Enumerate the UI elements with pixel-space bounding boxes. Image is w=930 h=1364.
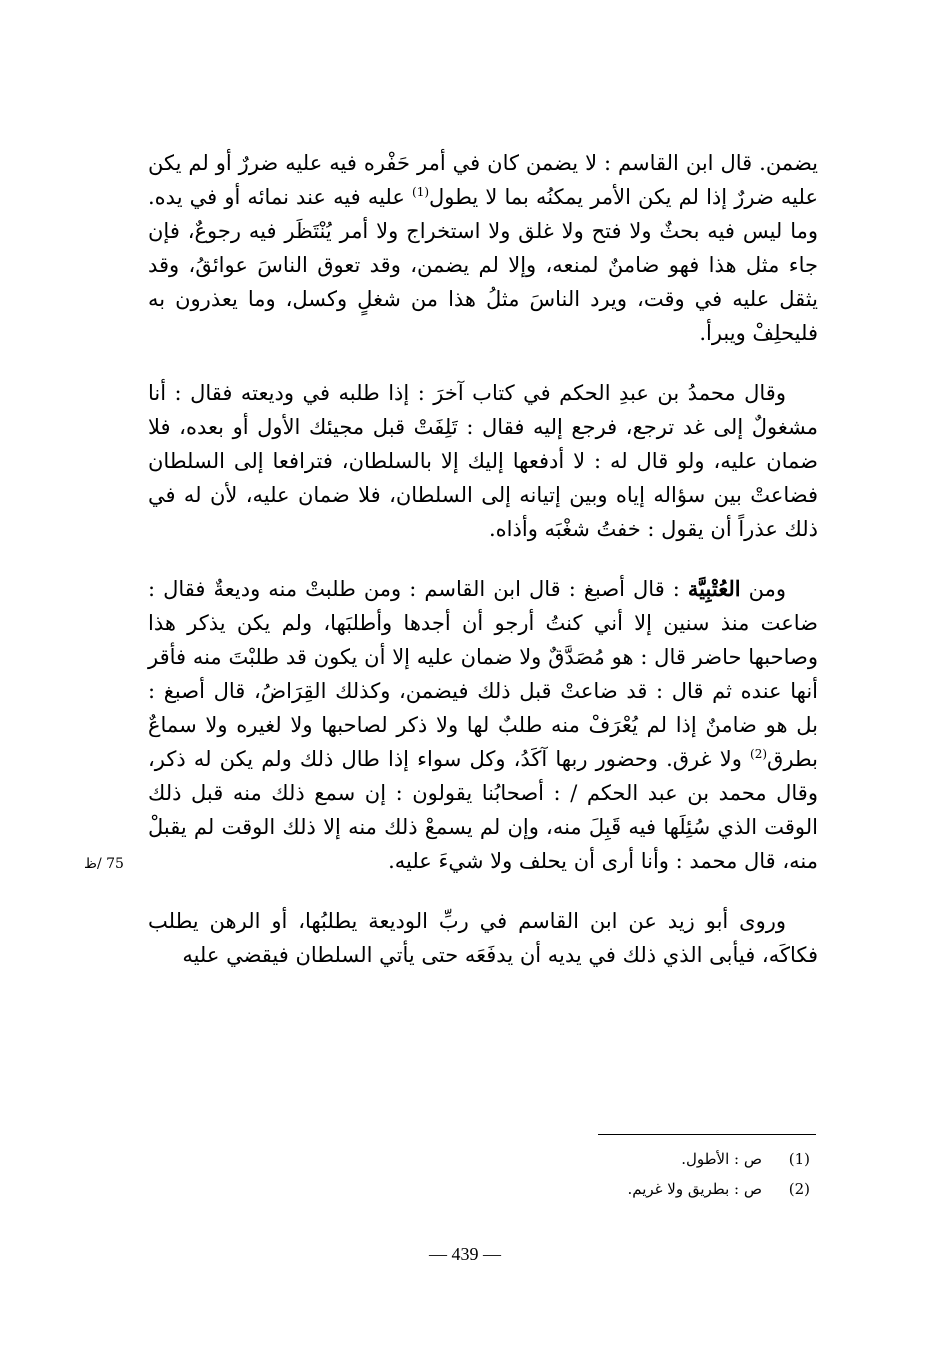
paragraph-3-lead: ومن (740, 577, 786, 601)
paragraph-2-text: وقال محمدُ بن عبدِ الحكم في كتاب آخرَ : إذا طلبه في وديعته فقال : أنا مشغولٌ إلى غد ترجع، فرجع إليه فقال : تَلِفَتْ قبل مجيئك الأول أو بعده، فلا ضمان عليه، ولو قال له : لا أدفعها إليك إلا بالسلطان، فترافعا إلى السلطان فضاعتْ بين سؤاله إياه وبين إتيانه إلى السلطان، فلا ضمان عليه، لأن له في ذلك عذراً أن يقول : خفتُ شغْبَه وأذاه. (148, 381, 818, 541)
footnote-ref-1: (1) (412, 185, 430, 199)
footnote-1 (410, 1144, 810, 1174)
paragraph-3 (148, 572, 818, 878)
footnote-2 (410, 1174, 810, 1204)
main-text (148, 146, 818, 998)
paragraph-1-text-a: يضمن. قال ابن القاسم : لا يضمن كان في أمر حَفْره فيه عليه ضررٌ أو لم يكن عليه ضررٌ إذا لم يكن الأمر يمكنُه بما لا يطول (148, 151, 818, 209)
footnote-number: (1) (788, 1150, 810, 1168)
page-number: — 439 — (429, 1244, 501, 1264)
paragraph-1-text-b: عليه فيه عند نمائه أو في يده. وما ليس فيه بحثٌ ولا فتح ولا غلق ولا استخراج ولا أمر يُنْتَظَر فيه رجوعٌ، فإن جاء مثل هذا فهو ضامنٌ لمنعه، وإلا لم يضمن، وقد تعوق الناسَ عوائقُ، وقد يثقل عليه في وقت، ويرد الناسَ مثلُ هذا من شغلٍ وكسل، وما يعذرون به فليحلِفْ ويبرأ. (148, 185, 818, 345)
paragraph-3-text-b: ولا غرق. وحضور ربها آكَدُ، وكل سواء إذا طال ذلك ولم يكن له ذكر، وقال محمد بن عبد الحكم / : أصحابُنا يقولون : إن سمع ذلك منه قبل ذلك الوقت الذي سُئِلَها فيه قَبِلَ منه، وإن لم يسمعْ ذلك منه إلا ذلك الوقت لم يقبلْ منه، قال محمد : وأنا أرى أن يحلف ولا شيءَ عليه. (148, 747, 818, 873)
footnote-text: ص : بطريق ولا غريم. (627, 1180, 762, 1198)
source-title: العُتْبِيَّة (687, 576, 741, 601)
footnote-number: (2) (788, 1180, 810, 1198)
footnotes (410, 1144, 810, 1204)
paragraph-4-text: وروى أبو زيد عن ابن القاسم في ربِّ الوديعة يطلبُها، أو الرهن يطلب فكاكَه، فيأبى الذي ذلك في يديه أن يدفَعَه حتى يأتي السلطان فيقضي عليه (148, 909, 818, 967)
footnote-text: ص : الأطول. (681, 1150, 762, 1168)
footnote-separator (598, 1134, 816, 1135)
paragraph-3-text-a: : قال أصبغ : قال ابن القاسم : ومن طلبتْ منه وديعةٌ فقال : ضاعت منذ سنين إلا أني كنتُ أرجو أن أجدها وأطلبَها، ولم يكن يذكر هذا وصاحبها حاضر قال : هو مُصَدَّقٌ ولا ضمان عليه إلا أن يكون قد طلبْتَ منه فأقر أنها عنده ثم قال : قد ضاعتْ قبل ذلك فيضمن، وكذلك القِرَاضُ، قال أصبغ : بل هو ضامنٌ إذا لم يُعْرَفْ منه طلبٌ لها ولا ذكر لصاحبها ولا لغيره ولا سماعٌ بطرق (148, 577, 818, 771)
paragraph-1 (148, 146, 818, 350)
footnote-ref-2: (2) (750, 747, 768, 761)
paragraph-4 (148, 904, 818, 972)
folio-margin-note: 75 /ظ (84, 856, 124, 872)
paragraph-2 (148, 376, 818, 546)
